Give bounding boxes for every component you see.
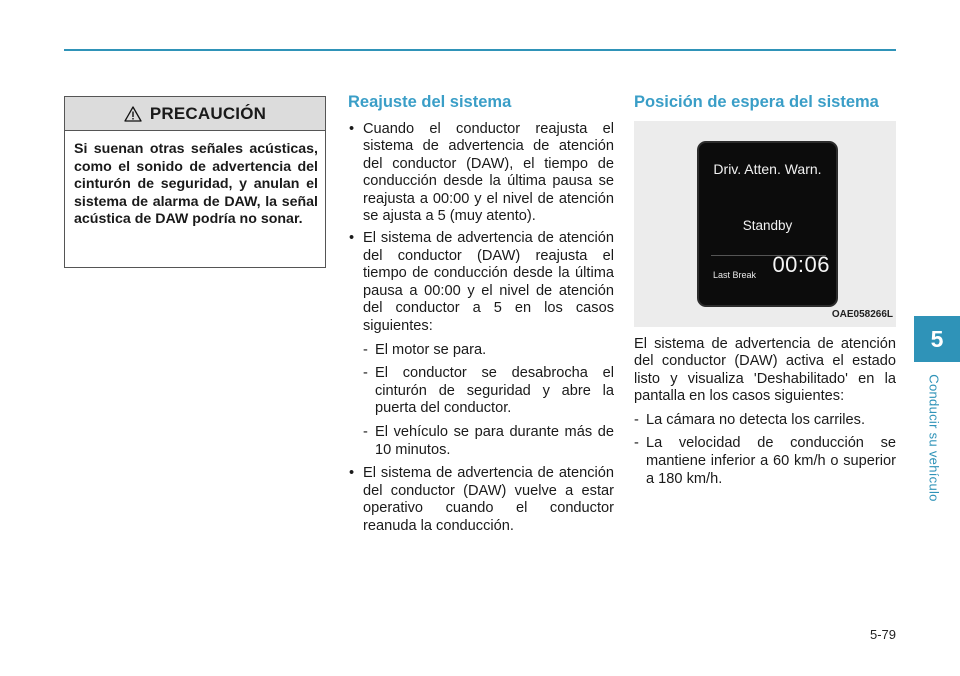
standby-heading: Posición de espera del sistema <box>634 93 879 111</box>
chapter-title: Conducir su vehículo <box>926 374 942 502</box>
display-title: Driv. Atten. Warn. <box>713 160 822 177</box>
list-item: - El conductor se desabrocha el cinturón de seguridad y abre la puerta del conductor. <box>363 365 614 417</box>
list-item: - El motor se para. <box>363 341 487 358</box>
reset-sub-list <box>363 342 614 460</box>
caution-box <box>64 96 326 268</box>
standby-sub-list <box>634 412 896 488</box>
list-item <box>348 230 614 459</box>
sub-item-text: La velocidad de conducción se mantiene inferior a 60 km/h o superior a 180 km/h. <box>646 435 896 487</box>
bullet-dot: • <box>349 230 355 247</box>
bullet-dot: • <box>349 120 355 137</box>
chapter-title-tab <box>920 370 948 506</box>
reset-section <box>348 94 614 540</box>
cluster-display <box>697 141 838 307</box>
bullet-dot: • <box>349 465 355 482</box>
display-last-break-label: Last Break <box>713 269 757 280</box>
chapter-number-tab: 5 <box>914 316 960 362</box>
sub-item-text: El motor se para. <box>375 341 487 358</box>
cluster-figure <box>634 121 896 327</box>
display-status: Standby <box>742 217 793 233</box>
standby-paragraph: El sistema de advertencia de atención del conductor (DAW) activa el estado listo y visualiza 'Deshabilitado' en la pantalla en los casos siguientes: <box>634 335 896 405</box>
display-last-break-time: 00:06 <box>772 251 830 277</box>
reset-heading: Reajuste del sistema <box>348 93 512 111</box>
bullet-text: Cuando el conductor reajusta el sistema de advertencia de atención del conductor (DAW), el tiempo de conducción desde la última pausa se reajusta a 00:00 y el nivel de atención se ajusta a 5 (muy atento). <box>363 120 614 225</box>
reset-bullets <box>348 121 614 536</box>
list-item: - El vehículo se para durante más de 10 minutos. <box>363 424 614 458</box>
caution-title: PRECAUCIÓN <box>149 103 267 123</box>
sub-item-text: El vehículo se para durante más de 10 minutos. <box>375 424 614 458</box>
bullet-text: El sistema de advertencia de atención del conductor (DAW) vuelve a estar operativo cuando el conductor reanuda la conducción. <box>363 465 614 534</box>
caution-text: Si suenan otras señales acústicas, como el sonido de advertencia del cinturón de seguridad, y anulan el sistema de alarma de DAW, la señal acústica de DAW podría no sonar. <box>74 141 318 227</box>
caution-header <box>65 97 325 131</box>
sub-item-text: El conductor se desabrocha el cinturón de seguridad y abre la puerta del conductor. <box>375 365 614 417</box>
page-number: 5-79 <box>869 627 896 642</box>
list-item: - La cámara no detecta los carriles. <box>634 411 866 428</box>
top-rule <box>64 49 896 51</box>
bullet-text: El sistema de advertencia de atención del conductor (DAW) reajusta el tiempo de conducción desde la última pausa a 00:00 y el nivel de atención del conductor a 5 en los casos siguientes: <box>363 230 614 335</box>
figure-code: OAE058266L <box>831 308 893 320</box>
list-item <box>348 465 614 535</box>
standby-section <box>634 94 896 494</box>
list-item <box>348 121 614 227</box>
list-item: - La velocidad de conducción se mantiene inferior a 60 km/h o superior a 180 km/h. <box>634 435 896 487</box>
warning-triangle-icon <box>124 106 142 122</box>
sub-item-text: La cámara no detecta los carriles. <box>646 411 866 428</box>
